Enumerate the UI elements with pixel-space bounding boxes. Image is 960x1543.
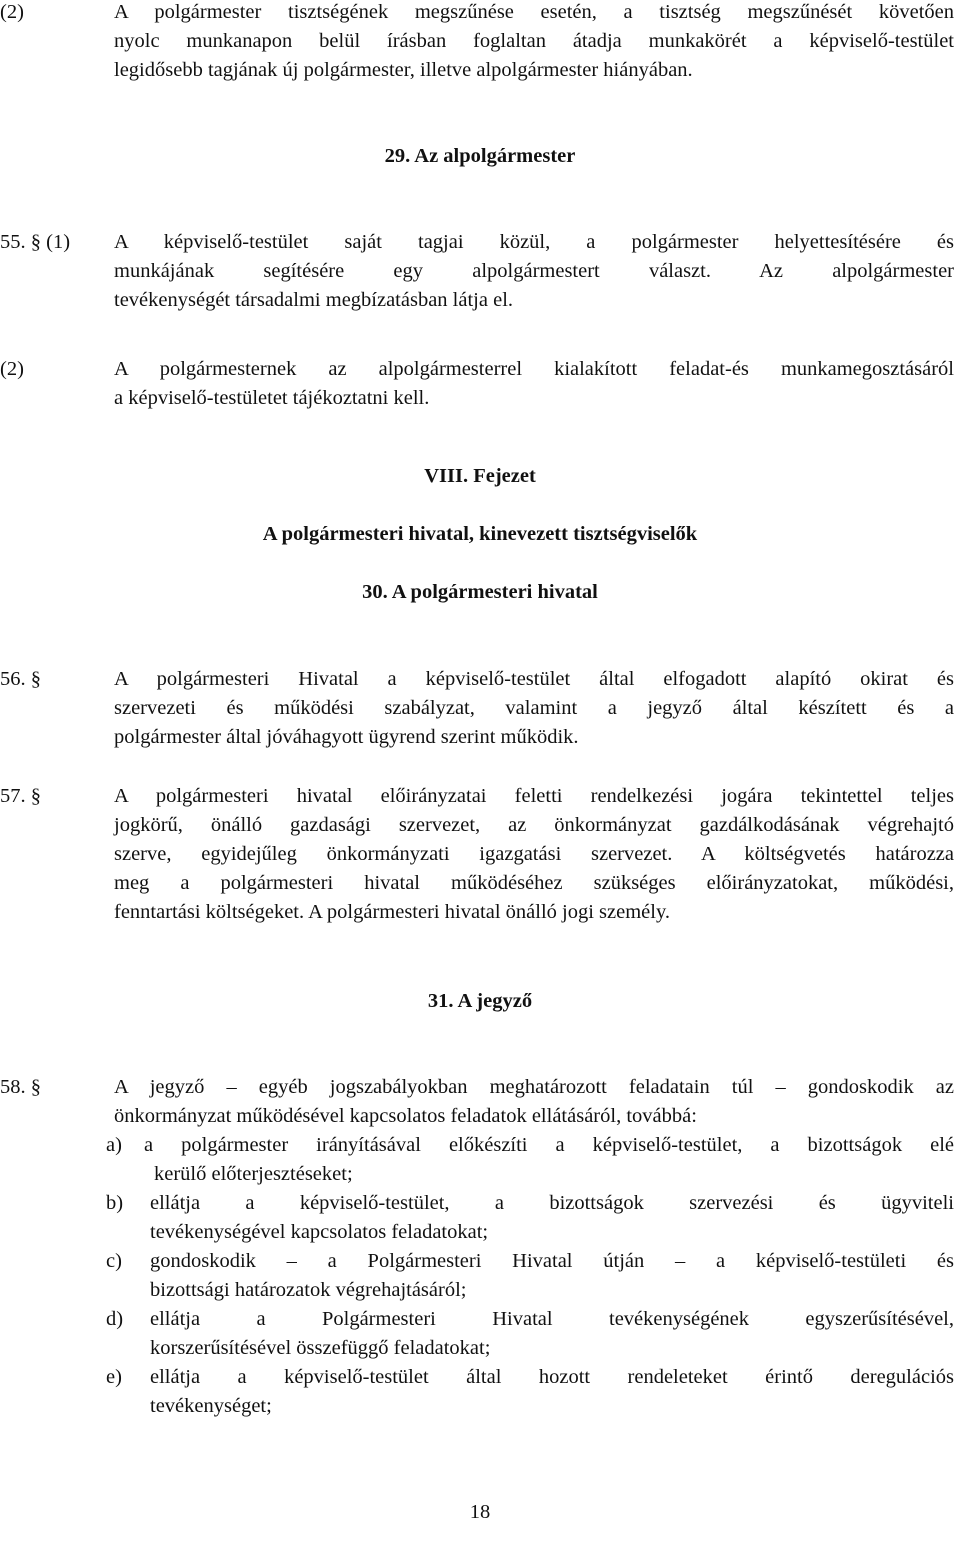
paragraph-line: A polgármesternek az alpolgármesterrel kialakított feladat-és munkamegosztásáról xyxy=(114,358,954,380)
list-item-label: e) xyxy=(106,1366,122,1388)
paragraph-line: A polgármesteri hivatal előirányzatai feletti rendelkezési jogára tekintettel teljes xyxy=(114,785,954,807)
paragraph-56 xyxy=(0,665,960,752)
paragraph-line: legidősebb tagjának új polgármester, illetve alpolgármester hiányában. xyxy=(114,59,693,81)
paragraph-line: meg a polgármesteri hivatal működéséhez szükséges előirányzatokat, működési, xyxy=(114,872,954,894)
list-item xyxy=(0,1247,960,1276)
list-item xyxy=(0,1189,960,1218)
paragraph-number: (2) xyxy=(0,1,24,23)
list-item-line: a polgármester irányításával előkészíti a képviselő-testület, a bizottságok elé xyxy=(144,1134,954,1156)
list-item-label: c) xyxy=(106,1250,122,1272)
chapter-subtitle: A polgármesteri hivatal, kinevezett tisztségviselők xyxy=(262,523,698,545)
paragraph-55-1 xyxy=(0,228,960,315)
paragraph-prev-2 xyxy=(0,0,960,85)
section-heading-29: 29. Az alpolgármester xyxy=(384,145,576,167)
list-item-line: korszerűsítésével összefüggő feladatokat; xyxy=(150,1337,491,1359)
list-item-line: gondoskodik – a Polgármesteri Hivatal útján – a képviselő-testületi és xyxy=(150,1250,954,1272)
paragraph-line: A polgármester tisztségének megszűnése esetén, a tisztség megszűnését követően xyxy=(114,1,954,23)
paragraph-line: munkájának segítésére egy alpolgármestert választ. Az alpolgármester xyxy=(114,260,954,282)
list-item-line: ellátja a képviselő-testület által hozott rendeleteket érintő deregulációs xyxy=(150,1366,954,1388)
list-item-line: tevékenységet; xyxy=(150,1395,272,1417)
paragraph-number: 56. § xyxy=(0,668,41,690)
list-item xyxy=(0,1363,960,1392)
list-item xyxy=(0,1131,960,1160)
paragraph-55-2 xyxy=(0,355,960,413)
paragraph-line: A képviselő-testület saját tagjai közül, a polgármester helyettesítésére és xyxy=(114,231,954,253)
list-item-line: tevékenységével kapcsolatos feladatokat; xyxy=(150,1221,489,1243)
list-item xyxy=(0,1305,960,1334)
paragraph-line: szerve, egyidejűleg önkormányzati igazgatási szervezet. A költségvetés határozza xyxy=(114,843,954,865)
section-heading-30: 30. A polgármesteri hivatal xyxy=(362,581,598,603)
page-number: 18 xyxy=(469,1501,491,1523)
paragraph-number: 57. § xyxy=(0,785,41,807)
paragraph-line: szervezeti és működési szabályzat, valamint a jegyző által készített és a xyxy=(114,697,954,719)
chapter-title: VIII. Fejezet xyxy=(424,465,536,487)
list-item-label: d) xyxy=(106,1308,124,1330)
paragraph-58 xyxy=(0,1073,960,1421)
list-item-line: bizottsági határozatok végrehajtásáról; xyxy=(150,1279,467,1301)
paragraph-line: fenntartási költségeket. A polgármesteri hivatal önálló jogi személy. xyxy=(114,901,671,923)
paragraph-number: 58. § xyxy=(0,1076,41,1098)
paragraph-number: (2) xyxy=(0,358,24,380)
paragraph-57 xyxy=(0,782,960,927)
paragraph-line: önkormányzat működésével kapcsolatos feladatok ellátásáról, továbbá: xyxy=(114,1105,697,1127)
paragraph-number: 55. § (1) xyxy=(0,231,71,253)
paragraph-line: tevékenységét társadalmi megbízatásban látja el. xyxy=(114,289,514,311)
paragraph-line: jogkörű, önálló gazdasági szervezet, az önkormányzat gazdálkodásának végrehajtó xyxy=(114,814,954,836)
paragraph-line: nyolc munkanapon belül írásban foglaltan átadja munkakörét a képviselő-testület xyxy=(114,30,954,52)
list-item-line: ellátja a képviselő-testület, a bizottságok szervezési és ügyviteli xyxy=(150,1192,954,1214)
list-item-label: b) xyxy=(106,1192,124,1214)
paragraph-line: A polgármesteri Hivatal a képviselő-testület által elfogadott alapító okirat és xyxy=(114,668,954,690)
paragraph-line: a képviselő-testületet tájékoztatni kell. xyxy=(114,387,430,409)
section-heading-31: 31. A jegyző xyxy=(427,990,533,1012)
list-item-line: kerülő előterjesztéseket; xyxy=(154,1163,353,1185)
paragraph-line: A jegyző – egyéb jogszabályokban meghatározott feladatain túl – gondoskodik az xyxy=(114,1076,954,1098)
paragraph-line: polgármester által jóváhagyott ügyrend szerint működik. xyxy=(114,726,579,748)
list-item-label: a) xyxy=(106,1134,122,1156)
list-item-line: ellátja a Polgármesteri Hivatal tevékenységének egyszerűsítésével, xyxy=(150,1308,954,1330)
